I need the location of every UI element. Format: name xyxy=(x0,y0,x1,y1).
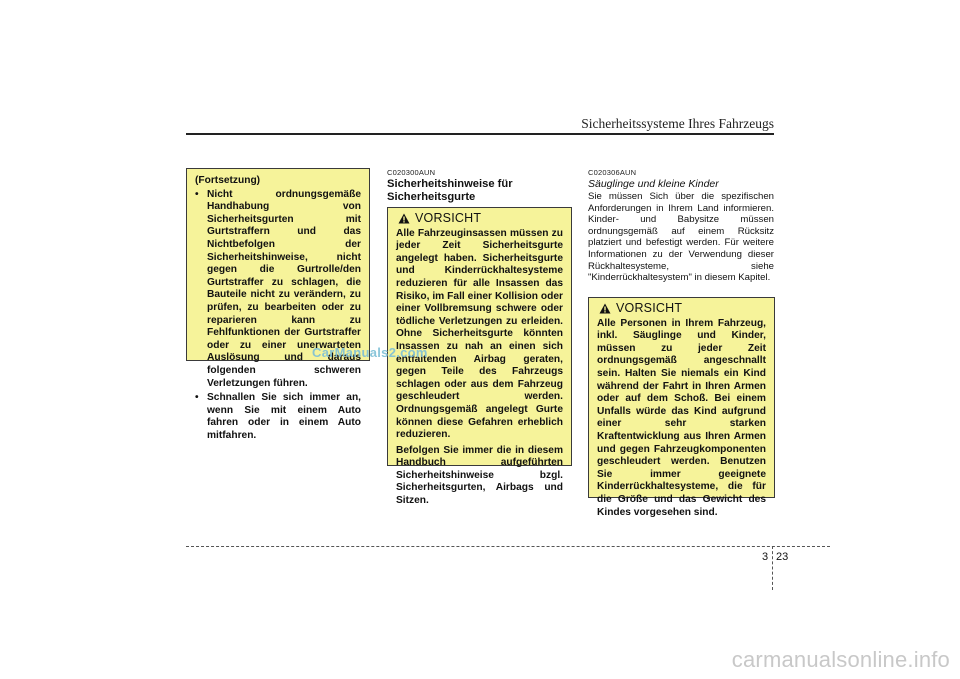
warning-box xyxy=(387,207,572,507)
bullet-text: Schnallen Sie sich immer an, wenn Sie mit einem Auto fahren oder in einem Auto mitfahren. xyxy=(207,392,361,441)
warning-paragraph: Alle Fahrzeuginsassen müssen zu jeder Zeit Sicherheitsgurte angelegt haben. Sicherheitsgurte und Kinderrückhaltesysteme reduzieren für alle Insassen das Risiko, im Fall einer Kollision oder einer Vollbremsung schwere oder tödliche Verletzungen zu erleiden. Ohne Sicherheitsgurte könnten Insassen zu nah an einen sich entfaltenden Airbag geraten, gegen Teile des Fahrzeugs schlagen oder aus dem Fahrzeug geschleudert werden. Ordnungsgemäß angelegt Gurte können diese Gefahren erheblich reduzieren. xyxy=(396,227,563,441)
warning-triangle-icon xyxy=(599,303,611,314)
site-watermark[interactable]: carmanualsonline.info xyxy=(731,647,950,672)
warning-paragraph: Befolgen Sie immer die in diesem Handbuch aufgeführten Sicherheitshinweise bzgl. Sicherheitsgurten, Airbags und Sitzen. xyxy=(396,444,563,507)
section-subtitle: Säuglinge und kleine Kinder xyxy=(588,178,719,190)
list-item xyxy=(195,392,361,442)
page-divider xyxy=(772,546,773,590)
footer-rule xyxy=(186,546,830,547)
warning-paragraph: Alle Personen in Ihrem Fahrzeug, inkl. Säuglinge und Kinder, müssen zu jeder Zeit ordnungsgemäß angeschnallt sein. Halten Sie niemals ein Kind während der Fahrt in Ihren Armen oder auf dem Schoß. Bei einem Unfalls würde das Kind aufgrund einer sehr starken Kraftentwicklung aus Ihren Armen und gegen Fahrzeugkomponenten geschleudert werden. Benutzen Sie immer geeignete Kinderrückhaltesysteme, die für die Größe und das Gewicht des Kindes vorgesehen sind. xyxy=(597,317,766,518)
continuation-bullets xyxy=(195,189,361,443)
watermark-overlay: CarManuals2.com xyxy=(312,345,428,360)
warning-header xyxy=(398,212,563,225)
continuation-box xyxy=(186,168,370,441)
page-chapter: 3 xyxy=(762,551,769,563)
section-code: C020306AUN xyxy=(588,168,637,177)
warning-header xyxy=(599,302,766,315)
warning-triangle-icon xyxy=(398,213,410,224)
section-title-line: Sicherheitsgurte xyxy=(387,190,476,203)
header-title: Sicherheitssysteme Ihres Fahrzeugs xyxy=(581,116,774,131)
header-rule xyxy=(186,133,774,135)
continuation-title: (Fortsetzung) xyxy=(195,175,261,186)
section-title xyxy=(387,178,513,203)
warning-box xyxy=(588,297,775,518)
section-title-line: Sicherheitshinweise für xyxy=(387,178,513,190)
bullet-dot: • xyxy=(195,188,199,200)
section-body: Sie müssen Sich über die spezifischen Anforderungen in Ihrem Land informieren. Kinder- und Babysitze müssen ordnungsgemäß auf einem Rücksitz platziert und befestigt werden. Für weitere Informationen zu der Verwendung dieser Rückhaltesysteme, siehe "Kinderrückhaltesystem" in diesem Kapitel. xyxy=(588,191,774,284)
warning-title: VORSICHT xyxy=(415,211,482,225)
bullet-dot: • xyxy=(195,392,199,404)
warning-title: VORSICHT xyxy=(616,301,683,315)
section-code: C020300AUN xyxy=(387,168,436,177)
page-number: 23 xyxy=(776,551,789,563)
bullet-text: Nicht ordnungsgemäße Handhabung von Sicherheitsgurten mit Gurtstraffern und das Nichtbefolgen der Sicherheitshinweise, nicht gegen die Gurtrolle/den Gurtstraffer zu schlagen, die Bauteile nicht zu verändern, zu prüfen, zu bearbeiten oder zu reparieren kann zu Fehlfunktionen der Gurtstraffer oder zu einer unerwarteten Auslösung und daraus folgenden schweren Verletzungen führen. xyxy=(207,188,361,389)
